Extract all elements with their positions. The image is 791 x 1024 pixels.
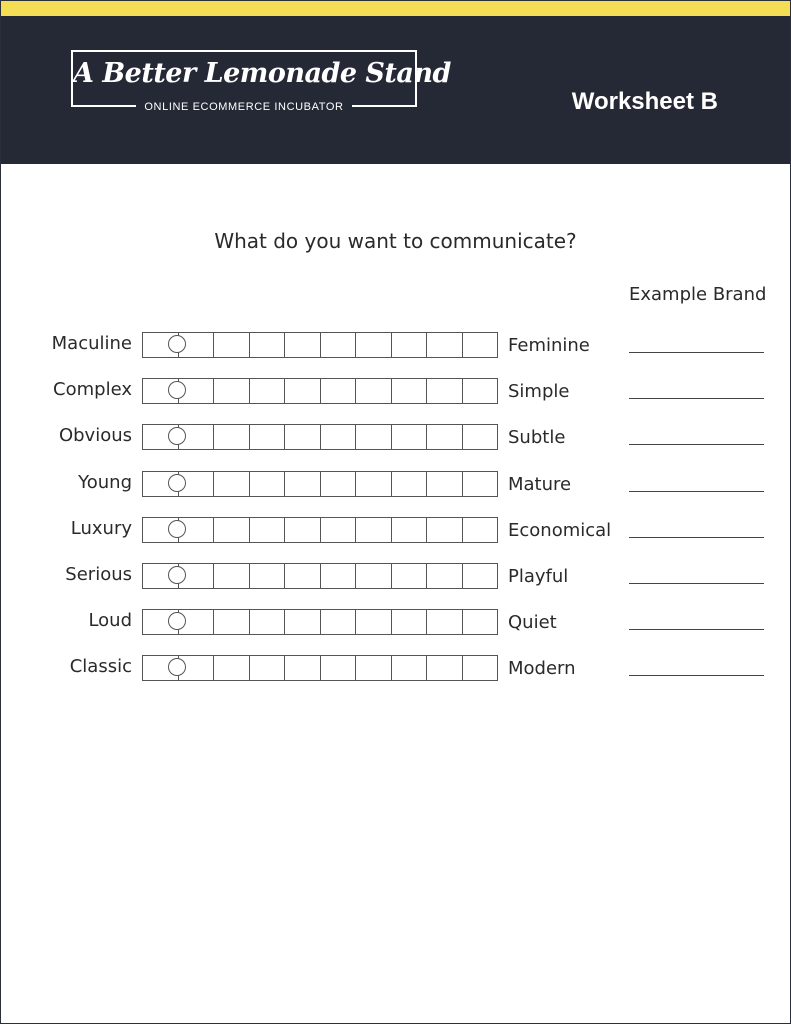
rating-box[interactable] [356, 656, 392, 680]
rating-box[interactable] [427, 333, 463, 357]
rating-box[interactable] [285, 333, 321, 357]
rating-box[interactable] [392, 379, 428, 403]
rating-box[interactable] [214, 333, 250, 357]
rating-box[interactable] [463, 656, 498, 680]
question-heading: What do you want to communicate? [214, 229, 577, 253]
rating-box[interactable] [250, 379, 286, 403]
rating-box[interactable] [427, 379, 463, 403]
rating-box[interactable] [356, 472, 392, 496]
rating-box[interactable] [356, 610, 392, 634]
scale-row [1, 332, 790, 359]
rating-scale [142, 609, 498, 635]
right-trait-label: Mature [508, 473, 572, 495]
rating-box[interactable] [392, 333, 428, 357]
rating-box[interactable] [392, 518, 428, 542]
rating-box[interactable] [392, 564, 428, 588]
rating-box[interactable] [214, 656, 250, 680]
example-brand-header: Example Brand [629, 284, 767, 305]
rating-scale [142, 424, 498, 450]
left-trait-label: Complex [53, 379, 132, 401]
left-trait-label: Loud [88, 610, 132, 632]
rating-box[interactable] [250, 425, 286, 449]
center-circle-icon [168, 335, 186, 353]
logo [71, 50, 451, 113]
rating-box[interactable] [392, 425, 428, 449]
rating-box[interactable] [463, 379, 498, 403]
example-brand-line[interactable] [629, 675, 764, 676]
example-brand-line[interactable] [629, 444, 764, 445]
center-circle-icon [168, 520, 186, 538]
rating-scale [142, 655, 498, 681]
rating-box[interactable] [463, 425, 498, 449]
rating-box[interactable] [250, 656, 286, 680]
rating-box[interactable] [321, 518, 357, 542]
rating-box[interactable] [285, 518, 321, 542]
rating-box[interactable] [463, 333, 498, 357]
rating-box[interactable] [214, 610, 250, 634]
rating-scale [142, 471, 498, 497]
rating-box[interactable] [214, 379, 250, 403]
logo-title: A Better Lemonade Stand [73, 58, 451, 89]
rating-scale [142, 563, 498, 589]
rating-box[interactable] [321, 472, 357, 496]
left-trait-label: Maculine [51, 333, 132, 354]
left-trait-label: Luxury [70, 517, 132, 539]
rating-box[interactable] [321, 425, 357, 449]
worksheet-title: Worksheet B [571, 88, 718, 115]
example-brand-line[interactable] [629, 398, 764, 399]
scale-row [1, 609, 790, 636]
rating-box[interactable] [427, 425, 463, 449]
rating-box[interactable] [392, 610, 428, 634]
center-circle-icon [168, 566, 186, 584]
rating-box[interactable] [392, 472, 428, 496]
rating-box[interactable] [356, 564, 392, 588]
example-brand-line[interactable] [629, 583, 764, 584]
rating-box[interactable] [250, 472, 286, 496]
rating-box[interactable] [214, 564, 250, 588]
scale-row [1, 655, 790, 682]
rating-box[interactable] [321, 379, 357, 403]
rating-box[interactable] [285, 610, 321, 634]
left-trait-label: Obvious [58, 425, 132, 447]
right-trait-label: Simple [508, 381, 570, 403]
rating-box[interactable] [392, 656, 428, 680]
left-trait-label: Serious [65, 564, 132, 585]
rating-box[interactable] [463, 610, 498, 634]
rating-box[interactable] [427, 518, 463, 542]
rating-box[interactable] [285, 379, 321, 403]
rating-box[interactable] [321, 333, 357, 357]
rating-scale [142, 517, 498, 543]
scale-row [1, 517, 790, 544]
rating-scale [142, 332, 498, 358]
scale-row [1, 424, 790, 451]
example-brand-line[interactable] [629, 491, 764, 492]
rating-box[interactable] [250, 518, 286, 542]
rating-box[interactable] [321, 610, 357, 634]
header-banner [1, 16, 790, 164]
rating-box[interactable] [427, 472, 463, 496]
rating-box[interactable] [214, 472, 250, 496]
rating-box[interactable] [356, 379, 392, 403]
center-circle-icon [168, 474, 186, 492]
left-trait-label: Classic [69, 656, 132, 678]
rating-box[interactable] [321, 564, 357, 588]
rating-box[interactable] [356, 518, 392, 542]
logo-subtitle-row [73, 96, 415, 115]
rating-box[interactable] [285, 564, 321, 588]
right-trait-label: Quiet [508, 612, 557, 634]
rating-box[interactable] [214, 518, 250, 542]
rating-box[interactable] [285, 656, 321, 680]
example-brand-line[interactable] [629, 352, 764, 353]
right-trait-label: Modern [508, 658, 576, 680]
rating-box[interactable] [321, 656, 357, 680]
right-trait-label: Feminine [508, 335, 590, 356]
rating-scale [142, 378, 498, 404]
top-accent-stripe [1, 1, 790, 16]
rating-box[interactable] [250, 333, 286, 357]
rating-box[interactable] [214, 425, 250, 449]
rating-box[interactable] [427, 656, 463, 680]
scale-row [1, 378, 790, 405]
logo-dash-right [352, 106, 366, 107]
left-trait-label: Young [78, 471, 132, 493]
rating-box[interactable] [356, 425, 392, 449]
rating-box[interactable] [427, 610, 463, 634]
rating-box[interactable] [463, 564, 498, 588]
rating-box[interactable] [285, 472, 321, 496]
rating-box[interactable] [285, 425, 321, 449]
scale-row [1, 563, 790, 590]
rating-box[interactable] [463, 518, 498, 542]
rating-box[interactable] [463, 472, 498, 496]
rating-box[interactable] [250, 564, 286, 588]
right-trait-label: Subtle [508, 427, 566, 449]
right-trait-label: Playful [508, 566, 569, 587]
logo-dash-left [122, 106, 136, 107]
right-trait-label: Economical [508, 519, 612, 541]
rating-box[interactable] [250, 610, 286, 634]
scale-row [1, 471, 790, 498]
example-brand-line[interactable] [629, 629, 764, 630]
rating-box[interactable] [356, 333, 392, 357]
rating-box[interactable] [427, 564, 463, 588]
logo-subtitle: ONLINE ECOMMERCE INCUBATOR [136, 101, 351, 113]
example-brand-line[interactable] [629, 537, 764, 538]
